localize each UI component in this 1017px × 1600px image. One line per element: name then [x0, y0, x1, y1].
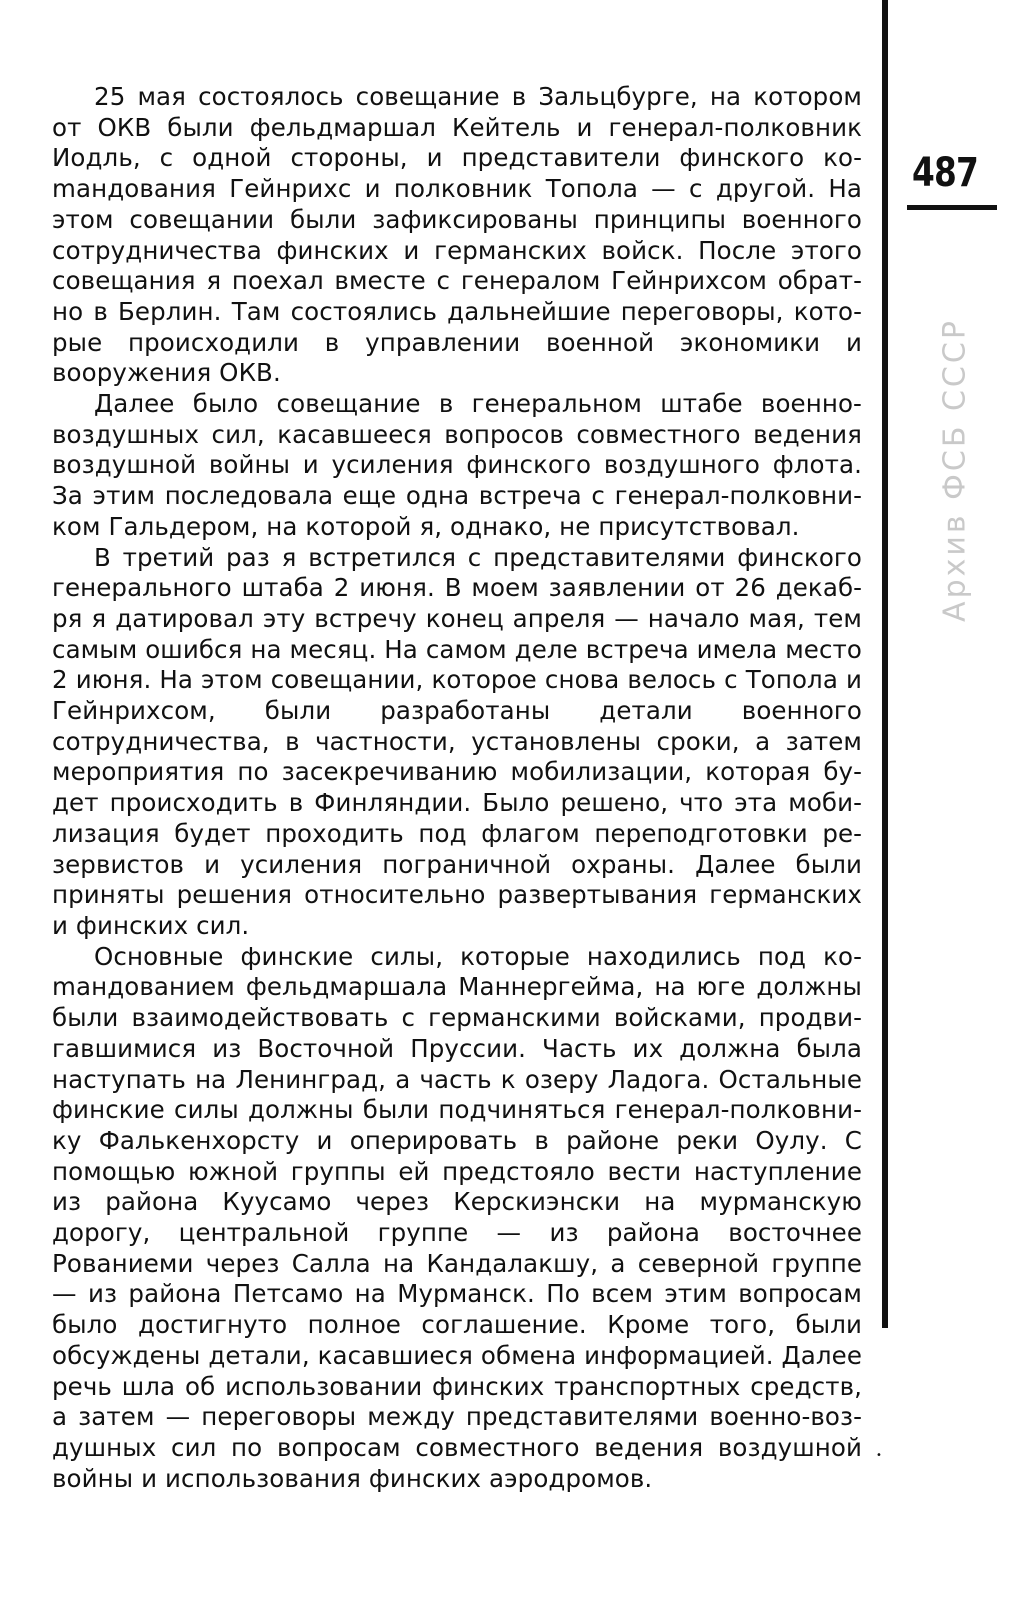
paragraph-3: В третий раз я встретился с представителями финского генерального штаба 2 июня. В моем заявлении от 26 декабря я датировал эту встречу конец апреля — начало мая, тем самым ошибся на месяц. На самом деле встреча имела место 2 июня. На этом совещании, которое снова велось с Топола и Гейнрихсом, были разработаны детали военного сотрудничества, в частности, установлены сроки, а затем мероприятия по засекречиванию мобилизации, которая будет происходить в Финляндии. Было решено, что эта мобилизация будет проходить под флагом переподготовки резервистов и усиления пограничной охраны. Далее были приняты решения относительно развертывания германских и финских сил. — [52, 542, 862, 940]
paragraph-1: 25 мая состоялось совещание в Зальцбурге, на котором от ОКВ были фельдмаршал Кейтель и генерал-полковник Иодль, с одной стороны, и представители финского коmандования Гейнрихс и полковник Топола — с другой. На этом совещании были зафиксированы принципы военного сотрудничества финских и германских войск. После этого совещания я поехал вместе с генералом Гейнрихсом обратно в Берлин. Там состоялись дальнейшие переговоры, которые происходили в управлении военной экономики и вооружения ОКВ. — [52, 82, 862, 388]
page-number: 487 — [912, 150, 979, 196]
margin-vertical-rule — [882, 0, 888, 1328]
page-number-underline — [907, 205, 997, 210]
paragraph-4: Основные финские силы, которые находились под коmандованием фельдмаршала Маннергейма, на юге должны были взаимодействовать с германскими войсками, продвигавшимися из Восточной Пруссии. Часть их должна была наступать на Ленинград, а часть к озеру Ладога. Остальные финские силы должны были подчиняться генерал-полковнику Фалькенхорсту и оперировать в районе реки Оулу. С помощью южной группы ей предстояло вести наступление из района Куусамо через Керскиэнски на мурманскую дорогу, центральной группе — из района восточнее Рованиеми через Салла на Кандалакшу, а северной группе — из района Петсамо на Мурманск. По всем этим вопросам было достигнуто полное соглашение. Кроме того, были обсуждены детали, касавшиеся обмена информацией. Далее речь шла об использовании финских транспортных средств, а затем — переговоры между представителями военно-воздушных сил по вопросам совместного ведения воздушной войны и использования финских аэродромов. — [52, 941, 862, 1493]
side-watermark: Архив ФСБ СССР — [937, 318, 973, 622]
stray-mark: • — [876, 1450, 882, 1461]
paragraph-2: Далее было совещание в генеральном штабе военно-воздушных сил, касавшееся вопросов совместного ведения воздушной войны и усиления финского воздушного флота. За этим последовала еще одна встреча с генерал-полковником Гальдером, на которой я, однако, не присутствовал. — [52, 389, 862, 541]
page-body — [52, 82, 862, 1494]
